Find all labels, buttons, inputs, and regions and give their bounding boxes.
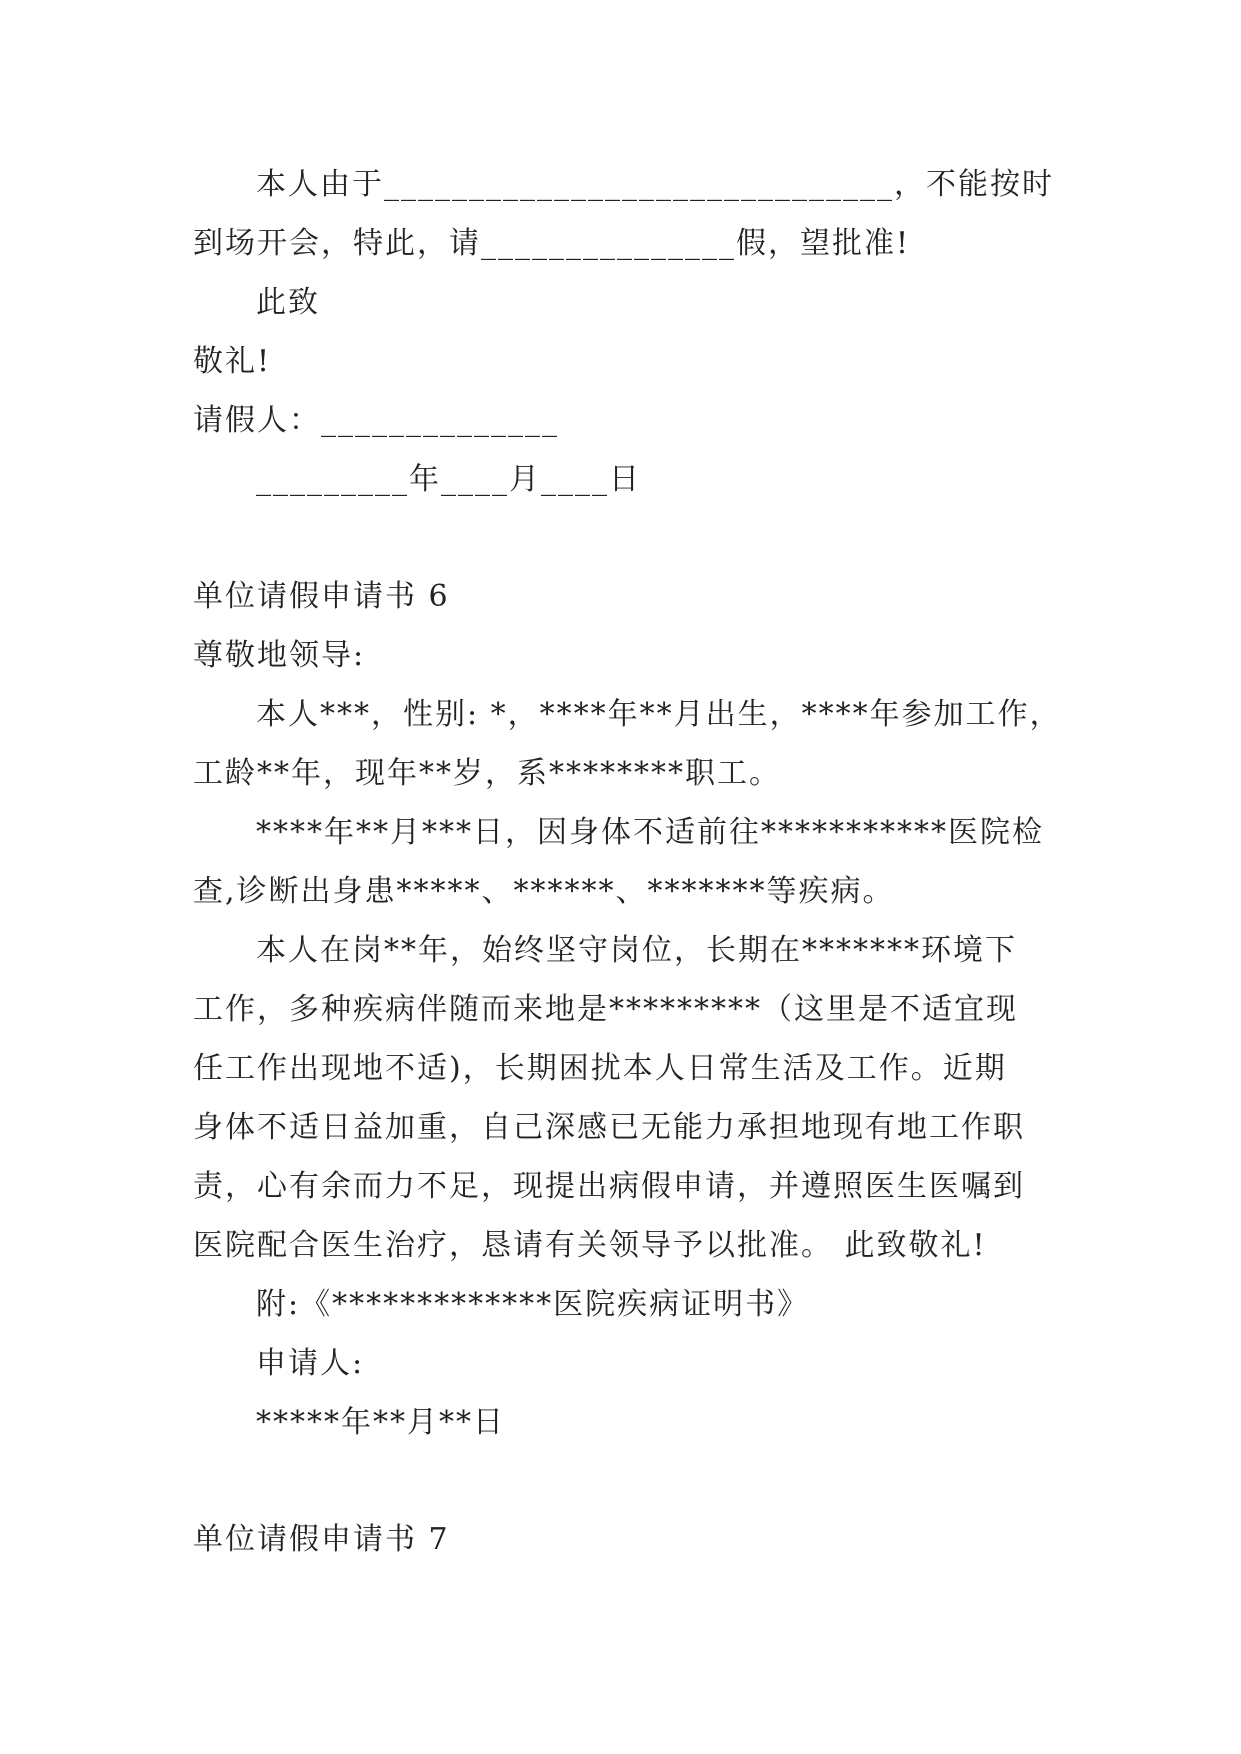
greeting: 尊敬地领导: bbox=[193, 638, 366, 673]
body-text-line: 身体不适日益加重，自己深感已无能力承担地现有地工作职 bbox=[193, 1110, 1025, 1145]
body-text-line: 工作，多种疾病伴随而来地是*********（这里是不适宜现 bbox=[193, 992, 1018, 1027]
body-text-line: ****年**月***日，因身体不适前往***********医院检 bbox=[256, 815, 1044, 850]
applicant-label: 申请人: bbox=[256, 1346, 365, 1381]
body-text-line: 责，心有余而力不足，现提出病假申请，并遵照医生医嘱到 bbox=[193, 1169, 1025, 1204]
date-line: _________年____月____日 bbox=[256, 462, 641, 497]
body-text-line: 查,诊断出身患*****、******、*******等疾病。 bbox=[193, 874, 895, 909]
section-title: 单位请假申请书 7 bbox=[193, 1522, 450, 1557]
closing: 敬礼! bbox=[193, 344, 272, 379]
date-line: *****年**月**日 bbox=[256, 1405, 505, 1440]
applicant-signature-line: 请假人：______________ bbox=[193, 403, 559, 438]
body-text-line: 本人在岗**年，始终坚守岗位，长期在*******环境下 bbox=[256, 933, 1017, 968]
section-title: 单位请假申请书 6 bbox=[193, 579, 450, 614]
body-text-line: 医院配合医生治疗，恳请有关领导予以批准。 此致敬礼! bbox=[193, 1228, 987, 1263]
body-text-line: 任工作出现地不适)，长期困扰本人日常生活及工作。近期 bbox=[193, 1051, 1007, 1086]
body-text-line: 到场开会，特此，请_______________假，望批准! bbox=[193, 226, 911, 261]
body-text-line: 本人由于______________________________，不能按时 bbox=[256, 167, 1054, 202]
body-text-line: 工龄**年，现年**岁，系********职工。 bbox=[193, 756, 781, 791]
attachment-note: 附:《*************医院疾病证明书》 bbox=[256, 1287, 810, 1322]
body-text-line: 本人***，性别: *，****年**月出生，****年参加工作， bbox=[256, 697, 1062, 732]
salutation: 此致 bbox=[256, 285, 320, 320]
